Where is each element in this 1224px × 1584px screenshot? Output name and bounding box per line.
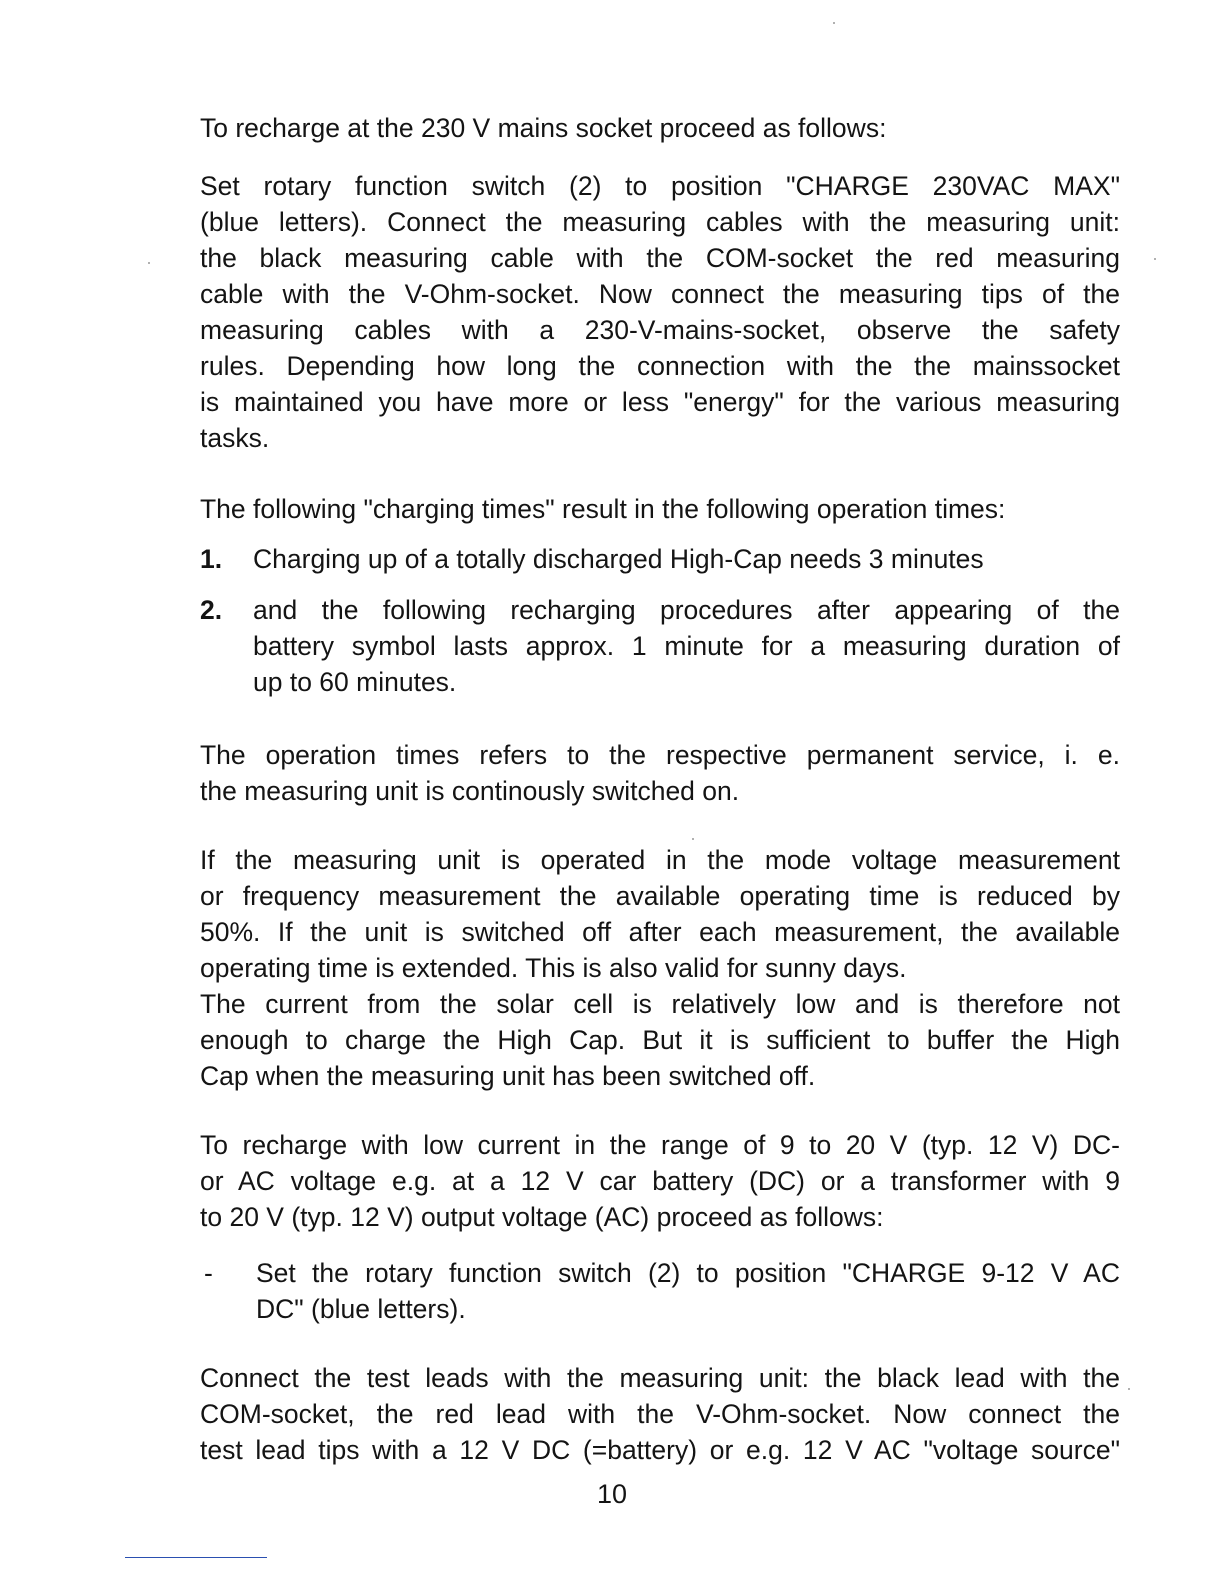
text-line: the black measuring cable with the COM-socket the red measuring (200, 243, 1120, 273)
text-line: The operation times refers to the respective permanent service, i. e. (200, 740, 1120, 770)
text-line: Set rotary function switch (2) to position "CHARGE 230VAC MAX" (200, 171, 1120, 201)
text-line: operating time is extended. This is also valid for sunny days. (200, 953, 907, 983)
paragraph-charge-230v (200, 168, 1120, 456)
scan-speck (1128, 1388, 1130, 1390)
text-line: DC" (blue letters). (256, 1294, 466, 1324)
text-line: battery symbol lasts approx. 1 minute for a measuring duration of (253, 631, 1120, 661)
list-marker: 2. (200, 595, 223, 625)
text-line: The current from the solar cell is relatively low and is therefore not (200, 989, 1120, 1019)
paragraph-voltage-mode (200, 842, 1120, 1094)
text-line: measuring cables with a 230-V-mains-socket, observe the safety (200, 315, 1120, 345)
intro-line (200, 110, 1120, 146)
text-line: To recharge at the 230 V mains socket proceed as follows: (200, 113, 887, 143)
paragraph-operation-times (200, 737, 1120, 809)
text-line: (blue letters). Connect the measuring cables with the measuring unit: (200, 207, 1120, 237)
text-line: If the measuring unit is operated in the mode voltage measurement (200, 845, 1120, 875)
text-line: The following "charging times" result in the following operation times: (200, 494, 1006, 524)
text-line: the measuring unit is continously switched on. (200, 776, 740, 806)
page-number-text: 10 (596, 1479, 628, 1509)
text-line: to 20 V (typ. 12 V) output voltage (AC) proceed as follows: (200, 1202, 884, 1232)
page-number (55, 1476, 1169, 1512)
text-line: or frequency measurement the available operating time is reduced by (200, 881, 1120, 911)
scan-speck (833, 22, 835, 24)
scan-speck (148, 262, 150, 264)
text-line: Charging up of a totally discharged High-Cap needs 3 minutes (253, 544, 984, 574)
text-line: Set the rotary function switch (2) to position "CHARGE 9-12 V AC (256, 1258, 1120, 1288)
text-line: cable with the V-Ohm-socket. Now connect the measuring tips of the (200, 279, 1120, 309)
text-line: and the following recharging procedures after appearing of the (253, 595, 1120, 625)
scan-speck (1154, 258, 1156, 260)
text-line: COM-socket, the red lead with the V-Ohm-socket. Now connect the (200, 1399, 1120, 1429)
text-line: Connect the test leads with the measuring unit: the black lead with the (200, 1363, 1120, 1393)
text-line: To recharge with low current in the range of 9 to 20 V (typ. 12 V) DC- (200, 1130, 1120, 1160)
text-line: Cap when the measuring unit has been switched off. (200, 1061, 816, 1091)
paragraph-low-current (200, 1127, 1120, 1235)
paragraph-connect-leads (200, 1360, 1120, 1468)
text-line: is maintained you have more or less "energy" for the various measuring (200, 387, 1120, 417)
charging-times-intro (200, 491, 1120, 527)
text-line: rules. Depending how long the connection with the the mainssocket (200, 351, 1120, 381)
text-line: up to 60 minutes. (253, 667, 457, 697)
text-line: enough to charge the High Cap. But it is sufficient to buffer the High (200, 1025, 1120, 1055)
list-marker: 1. (200, 544, 223, 574)
text-line: tasks. (200, 423, 270, 453)
text-line: 50%. If the unit is switched off after each measurement, the available (200, 917, 1120, 947)
text-line: test lead tips with a 12 V DC (=battery) or e.g. 12 V AC "voltage source" (200, 1435, 1120, 1465)
text-line: or AC voltage e.g. at a 12 V car battery (DC) or a transformer with 9 (200, 1166, 1120, 1196)
list-marker: - (204, 1258, 213, 1288)
footer-rule (125, 1557, 267, 1558)
scan-speck (692, 838, 694, 840)
